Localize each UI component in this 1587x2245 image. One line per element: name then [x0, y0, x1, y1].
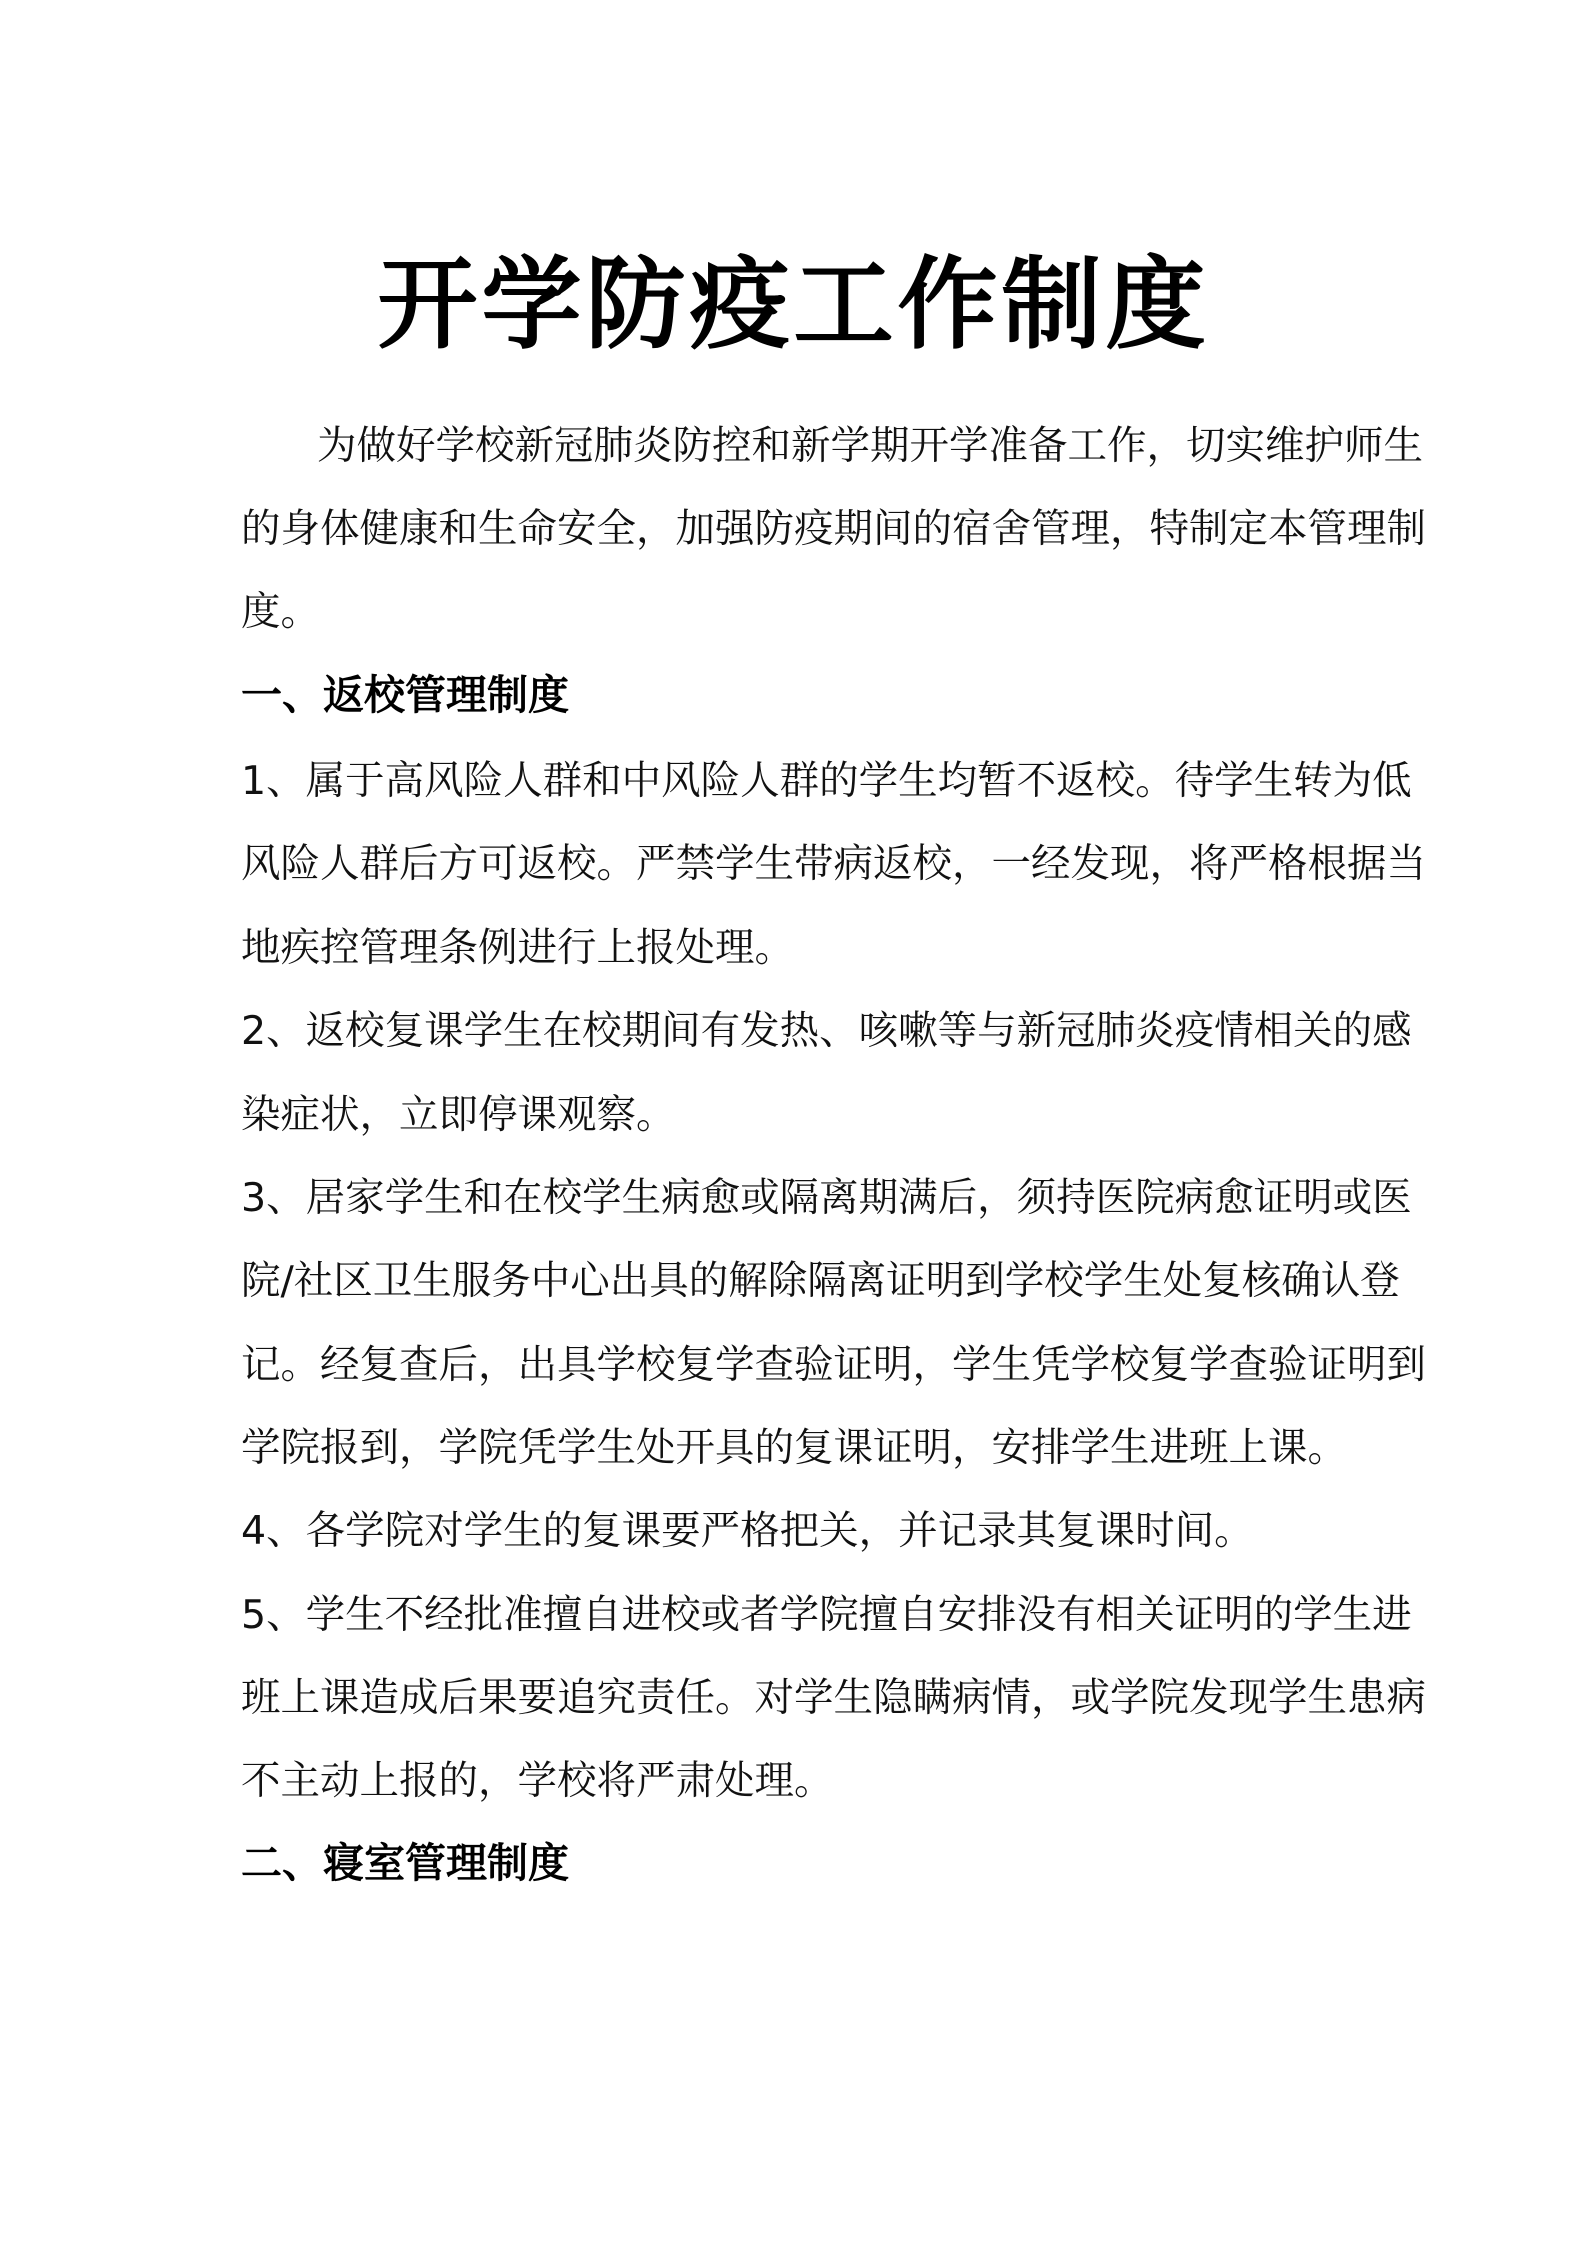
item-3-line-4: 学院报到，学院凭学生处开具的复课证明，安排学生进班上课。 [241, 1425, 1347, 1471]
item-1-line-3: 地疾控管理条例进行上报处理。 [241, 925, 794, 971]
item-4-line-1: 4、各学院对学生的复课要严格把关，并记录其复课时间。 [241, 1508, 1254, 1554]
item-5-line-2: 班上课造成后果要追究责任。对学生隐瞒病情，或学院发现学生患病 [241, 1675, 1426, 1721]
item-1-line-2: 风险人群后方可返校。严禁学生带病返校，一经发现，将严格根据当 [241, 841, 1426, 887]
intro-line-2: 的身体健康和生命安全，加强防疫期间的宿舍管理，特制定本管理制 [241, 506, 1426, 552]
item-1-line-1: 1、属于高风险人群和中风险人群的学生均暂不返校。待学生转为低 [241, 758, 1412, 804]
section-heading-dorm: 二、寝室管理制度 [241, 1839, 569, 1887]
item-5-line-1: 5、学生不经批准擅自进校或者学院擅自安排没有相关证明的学生进 [241, 1592, 1412, 1638]
item-5-line-3: 不主动上报的，学校将严肃处理。 [241, 1758, 834, 1804]
item-3-line-2: 院/社区卫生服务中心出具的解除隔离证明到学校学生处复核确认登 [241, 1258, 1400, 1304]
document-title: 开学防疫工作制度 [377, 246, 1210, 363]
item-2-line-2: 染症状，立即停课观察。 [241, 1092, 676, 1138]
item-3-line-3: 记。经复查后，出具学校复学查验证明，学生凭学校复学查验证明到 [241, 1342, 1426, 1388]
item-3-line-1: 3、居家学生和在校学生病愈或隔离期满后，须持医院病愈证明或医 [241, 1175, 1412, 1221]
section-heading-return: 一、返校管理制度 [241, 671, 569, 719]
item-2-line-1: 2、返校复课学生在校期间有发热、咳嗽等与新冠肺炎疫情相关的感 [241, 1008, 1412, 1054]
intro-line-3: 度。 [241, 589, 320, 635]
intro-line-1: 为做好学校新冠肺炎防控和新学期开学准备工作，切实维护师生 [317, 423, 1423, 469]
